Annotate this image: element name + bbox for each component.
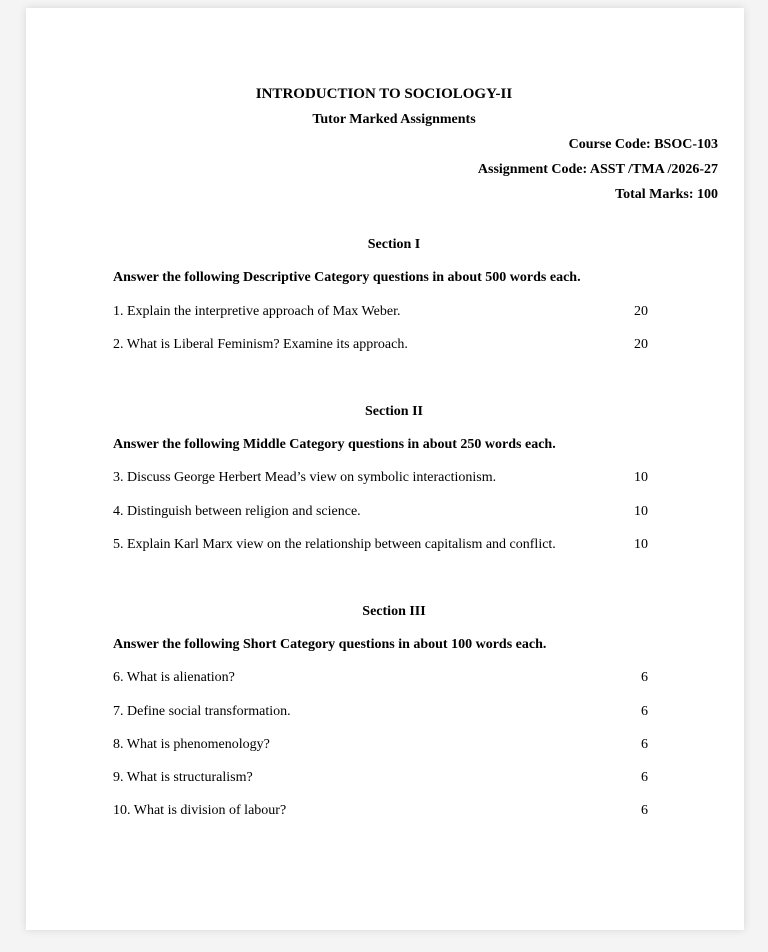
question-text: 9. What is structuralism? [113,770,253,785]
question-marks: 6 [641,704,648,719]
total-marks: Total Marks: 100 [615,187,718,202]
section-instruction: Answer the following Short Category questions in about 100 words each. [113,637,547,652]
question-text: 3. Discuss George Herbert Mead’s view on symbolic interactionism. [113,470,497,485]
section-heading: Section II [365,404,423,419]
document-title: INTRODUCTION TO SOCIOLOGY-II [255,86,513,102]
section-heading: Section III [362,604,426,619]
course-code: Course Code: BSOC-103 [568,137,718,152]
assignment-code: Assignment Code: ASST /TMA /2026-27 [477,162,718,177]
question-marks: 6 [641,737,648,752]
question-text: 5. Explain Karl Marx view on the relationship between capitalism and conflict. [113,537,556,552]
question-marks: 20 [634,304,648,319]
question-text: 2. What is Liberal Feminism? Examine its approach. [113,337,408,352]
question-marks: 10 [634,537,648,552]
question-marks: 6 [641,803,648,818]
document-subtitle: Tutor Marked Assignments [312,112,476,127]
question-text: 8. What is phenomenology? [113,737,270,752]
question-text: 10. What is division of labour? [113,803,287,818]
question-marks: 10 [634,504,648,519]
question-text: 6. What is alienation? [113,670,235,685]
question-text: 7. Define social transformation. [113,704,291,719]
question-marks: 6 [641,670,648,685]
question-marks: 10 [634,470,648,485]
section-instruction: Answer the following Middle Category questions in about 250 words each. [113,437,556,452]
section-heading: Section I [367,237,421,252]
question-marks: 6 [641,770,648,785]
section-instruction: Answer the following Descriptive Category questions in about 500 words each. [113,270,581,285]
question-text: 1. Explain the interpretive approach of Max Weber. [113,304,401,319]
question-text: 4. Distinguish between religion and science. [113,504,361,519]
question-marks: 20 [634,337,648,352]
